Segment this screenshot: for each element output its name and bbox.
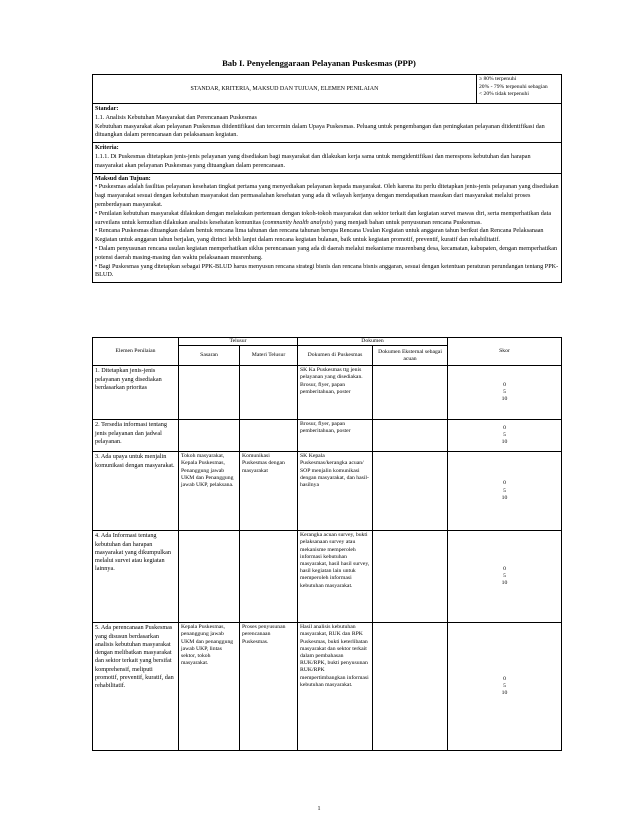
sasaran-cell — [179, 420, 240, 452]
group-telusur-header: Telusur — [179, 338, 298, 346]
materi-cell — [240, 531, 298, 623]
standar-section — [93, 104, 562, 143]
maksud-point: • Bagi Puskesmas yang ditetapkan sebagai PPK-BLUD harus menyusun rencana strategi bisnis dan rencana bisnis anggaran, sesuai dengan ketentuan peraturan perundangan tentang PPK-BLUD. — [95, 262, 559, 279]
maksud-point: • Penilaian kebutuhan masyarakat dilakukan dengan melakukan pertemuan dengan tokoh-tokoh masyarakat dan sektor terkait dan kegiatan survei mawas diri, serta memperhatikan data surveilans untuk kemudian dilakukan analisis kesehatan komunitas (community health analysis) yang menjadi bahan untuk penyusunan rencana Puskesmas. — [95, 209, 552, 226]
dokumen-cell: SK Ka Puskesmas ttg jenis pelayanan yang disediakan. Brosur, flyer, papan pemberitahuan, poster — [298, 366, 373, 420]
kriteria-body: 1.1.1. Di Puskesmas ditetapkan jenis-jenis pelayanan yang disediakan bagi masyarakat dan dilakukan kerja sama untuk mengidentifikasi dan merespons kebutuhan dan harapan masyarakat akan pelayanan Puskesmas yang dituangkan dalam perencanaan. — [95, 152, 531, 169]
col-dok-eksternal-header: Dokumen Eksternal sebagai acuan — [373, 346, 448, 366]
sasaran-cell — [179, 531, 240, 623]
table-row — [93, 452, 562, 531]
sasaran-cell: Tokoh masyarakat, Kepala Puskesmas, Penanggung jawab UKM dan Penanggung jawab UKP, pelaksana. — [179, 452, 240, 531]
page-title: Bab I. Penyelenggaraan Pelayanan Puskesmas (PPP) — [222, 58, 416, 68]
elemen-cell: 1. Ditetapkan jenis-jenis pelayanan yang disediakan berdasarkan prioritas — [93, 366, 179, 420]
eksternal-cell — [373, 623, 448, 751]
legend-item: ≥ 80% terpenuhi — [479, 76, 517, 82]
dokumen-cell: Hasil analisis kebutuhan masyarakat, RUK dan RPK Puskesmas, bukti keterlibatan masyarakat dan sektor terkait dalam pembahasan RUK/RPK, bukti penyusunan RUK/RPK mempertimbangkan informasi kebutuhan masyarakat. — [298, 623, 373, 751]
maksud-label: Maksud dan Tujuan: — [95, 174, 151, 182]
header-title: STANDAR, KRITERIA, MAKSUD DAN TUJUAN, ELEMEN PENILAIAN — [93, 75, 477, 104]
col-dok-puskesmas-header: Dokumen di Puskesmas — [298, 346, 373, 366]
elemen-cell: 2. Tersedia informasi tentang jenis pelayanan dan jadwal pelayanan. — [93, 420, 179, 452]
page-number: 1 — [317, 806, 321, 812]
col-sasaran-header: Sasaran — [179, 346, 240, 366]
elemen-cell: 3. Ada upaya untuk menjalin komunikasi dengan masyarakat. — [93, 452, 179, 531]
eksternal-cell — [373, 366, 448, 420]
maksud-section — [93, 173, 562, 283]
maksud-point: • Rencana Puskesmas dituangkan dalam bentuk rencana lima tahunan dan rencana tahunan berupa Rencana Usulan Kegiatan untuk anggaran tahun berikut dan Rencana Pelaksanaan Kegiatan untuk anggaran tahun berjalan, yang dirinci lebih lanjut dalam rencana kegiatan bulanan, baik untuk kegiatan promotif, preventif, kuratif dan rehabilitatif. — [95, 227, 544, 244]
kriteria-label: Kriteria: — [95, 144, 119, 152]
dokumen-cell: Brosur, flyer, papan pemberitahuan, poster — [298, 420, 373, 452]
maksud-point: • Puskesmas adalah fasilitas pelayanan kesehatan tingkat pertama yang menyediakan pelayanan kepada masyarakat. Oleh karena itu perlu ditetapkan jenis-jenis pelayanan yang disediakan bagi masyarakat sesuai dengan kebutuhan masyarakat dan permasalahan kesehatan yang ada di wilayah kerjanya dengan mendapatkan masukan dari masyarakat melalui proses pemberdayaan masyarakat. — [95, 183, 559, 208]
skor-cell: 0 5 10 — [448, 420, 562, 452]
sasaran-cell — [179, 366, 240, 420]
skor-cell: 0 5 10 — [448, 452, 562, 531]
col-elemen-header: Elemen Penilaian — [93, 338, 179, 366]
table-row — [93, 420, 562, 452]
materi-cell: Komunikasi Puskesmas dengan masyarakat — [240, 452, 298, 531]
skor-cell: 0 5 10 — [448, 366, 562, 420]
sasaran-cell: Kepala Puskesmas, penanggung jawab UKM dan penanggung jawab UKP, lintas sektor, tokoh masyarakat. — [179, 623, 240, 751]
legend-item: < 20% tidak terpenuhi — [479, 91, 529, 98]
col-materi-header: Materi Telusur — [240, 346, 298, 366]
standar-body: Kebutuhan masyarakat akan pelayanan Puskesmas diidentifikasi dan tercermin dalam Upaya Puskesmas. Peluang untuk pengembangan dan peningkatan pelayanan diidentifikasi dan dituangkan dalam perencanaan dan pelaksanaan kegiatan. — [95, 122, 545, 139]
standar-line: 1.1. Analisis Kebutuhan Masyarakat dan Perencanaan Puskesmas — [95, 113, 257, 121]
eksternal-cell — [373, 531, 448, 623]
group-dokumen-header: Dokumen — [298, 338, 448, 346]
dokumen-cell: Kerangka acuan survey, bukti pelaksanaan survey atau mekanisme memperoleh informasi kebutuhan masyarakat, hasil hasil survey, hasil kegiatan lain untuk memperoleh informasi kebutuhan masyarakat. — [298, 531, 373, 623]
assessment-table — [92, 337, 562, 751]
eksternal-cell — [373, 452, 448, 531]
skor-cell: 0 5 10 — [448, 531, 562, 623]
maksud-point: • Dalam penyusunan rencana usulan kegiatan memperhatikan siklus perencanaan yang ada di daerah melalui mekanisme musrenbang desa, kecamatan, kabupaten, dengan memperhatikan potensi daerah masing-masing dan waktu pelaksanaan musrenbang. — [95, 244, 558, 261]
eksternal-cell — [373, 420, 448, 452]
standar-label: Standar: — [95, 105, 119, 112]
legend-item: 20% - 79% terpenuhi sebagian — [479, 83, 548, 90]
kriteria-section — [93, 143, 562, 173]
standard-table — [92, 74, 562, 283]
skor-cell: 0 5 10 — [448, 623, 562, 751]
materi-cell — [240, 366, 298, 420]
elemen-cell: 5. Ada perencanaan Puskesmas yang disusun berdasarkan analisis kebutuhan masyarakat dengan melibatkan masyarakat dan sektor terkait yang bersifat komprehensif, meliputi promotif, preventif, kuratif, dan rehabilitatif. — [93, 623, 179, 751]
elemen-cell: 4. Ada Informasi tentang kebutuhan dan harapan masyarakat yang dikumpulkan melalui survei atau kegiatan lainnya. — [93, 531, 179, 623]
score-legend — [477, 75, 562, 104]
table-row — [93, 531, 562, 623]
dokumen-cell: SK Kepala Puskesmas/kerangka acuan/ SOP menjalin komunikasi dengan masyarakat, dan hasil-hasilnya — [298, 452, 373, 531]
table-row — [93, 366, 562, 420]
table-row — [93, 623, 562, 751]
col-skor-header: Skor — [448, 338, 562, 366]
materi-cell: Proses penyusunan perencanaan Puskesmas. — [240, 623, 298, 751]
materi-cell — [240, 420, 298, 452]
